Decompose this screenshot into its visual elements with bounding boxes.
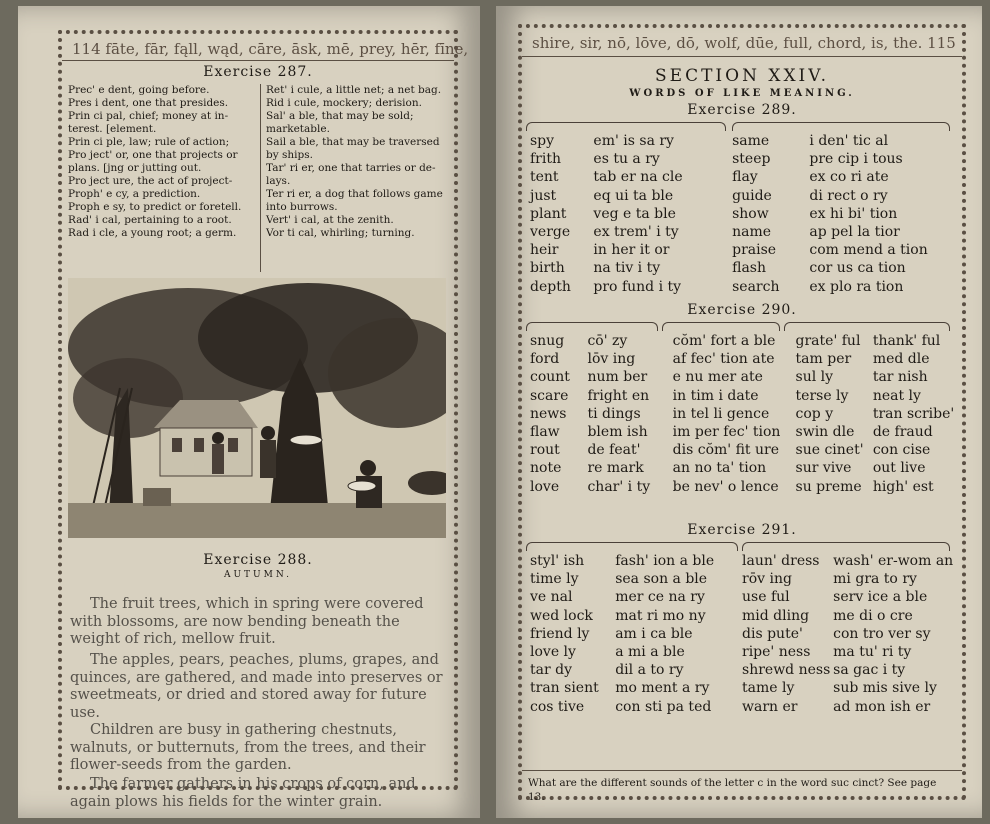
exercise-291-grid bbox=[530, 552, 958, 716]
word-cell: na tiv i ty bbox=[593, 260, 661, 277]
word-cell: tame ly bbox=[742, 680, 795, 697]
gloss-entry: Proph' e cy, a prediction. bbox=[68, 188, 201, 200]
word-cell: love bbox=[530, 478, 560, 495]
word-cell: ap pel la tior bbox=[809, 224, 900, 241]
word-row bbox=[530, 132, 958, 150]
word-cell: tran scribe' bbox=[872, 405, 955, 422]
word-row bbox=[530, 698, 958, 716]
gloss-entry: Rid i cule, mockery; derision. bbox=[266, 97, 422, 109]
header-rule bbox=[62, 60, 454, 61]
word-cell: cos tive bbox=[530, 698, 585, 715]
autumn-illustration bbox=[68, 278, 446, 538]
word-row bbox=[530, 423, 958, 441]
word-cell: dil a to ry bbox=[615, 662, 684, 679]
gloss-entry: terest. [element. bbox=[68, 123, 157, 135]
word-cell: fash' ion a ble bbox=[615, 553, 715, 569]
word-cell: sea son a ble bbox=[615, 571, 708, 588]
word-cell: tran sient bbox=[530, 680, 599, 697]
exercise-289-grid bbox=[530, 132, 958, 296]
exercise-290-title: Exercise 290. bbox=[687, 302, 797, 318]
word-cell: cor us ca tion bbox=[809, 260, 906, 277]
word-cell: be nev' o lence bbox=[672, 478, 779, 495]
word-row bbox=[530, 643, 958, 661]
word-cell: dis pute' bbox=[742, 625, 803, 642]
word-row bbox=[530, 350, 958, 368]
word-cell: an no ta' tion bbox=[672, 460, 767, 477]
gloss-entry: by ships. bbox=[266, 149, 313, 161]
word-cell: swin dle bbox=[795, 424, 855, 441]
word-cell: mo ment a ry bbox=[615, 680, 710, 697]
autumn-paragraph: Children are busy in gathering chestnuts, walnuts, or butternuts, from the trees, and their flower-seeds from the garden. bbox=[70, 722, 426, 773]
brace bbox=[526, 322, 658, 331]
exercise-289-title: Exercise 289. bbox=[687, 102, 797, 118]
word-row bbox=[530, 552, 958, 570]
word-row bbox=[530, 368, 958, 386]
word-row bbox=[530, 441, 958, 459]
word-cell: count bbox=[530, 369, 570, 386]
word-cell: pro fund i ty bbox=[593, 278, 682, 295]
word-cell: shrewd ness bbox=[742, 662, 831, 679]
right-page-header: shire, sir, nō, lōve, dō, wolf, dūe, full, chord, is, the. 115 bbox=[532, 34, 956, 52]
word-cell: com mend a tion bbox=[809, 242, 928, 259]
word-cell: tent bbox=[530, 169, 559, 186]
word-row bbox=[530, 241, 958, 259]
exercise-288-subtitle: AUTUMN. bbox=[223, 570, 293, 580]
word-cell: show bbox=[732, 205, 769, 222]
brace bbox=[732, 122, 950, 131]
word-row bbox=[530, 625, 958, 643]
word-cell: tab er na cle bbox=[593, 169, 683, 186]
exercise-291-title: Exercise 291. bbox=[687, 522, 797, 538]
word-cell: ex plo ra tion bbox=[809, 278, 904, 295]
brace bbox=[526, 542, 738, 551]
word-cell: e nu mer ate bbox=[672, 369, 763, 386]
word-cell: just bbox=[530, 187, 557, 204]
word-cell: frith bbox=[530, 151, 561, 168]
word-cell: mi gra to ry bbox=[833, 571, 917, 588]
gloss-entry: Prin ci pal, chief; money at in- bbox=[68, 110, 229, 122]
footnote-rule bbox=[522, 770, 962, 771]
word-cell: terse ly bbox=[795, 387, 849, 404]
word-cell: af fec' tion ate bbox=[672, 351, 775, 368]
word-cell: med dle bbox=[872, 351, 930, 368]
exercise-288-title: Exercise 288. bbox=[203, 552, 313, 568]
gloss-entry: Prin ci ple, law; rule of action; bbox=[68, 136, 230, 148]
section-subtitle: WORDS OF LIKE MEANING. bbox=[629, 88, 855, 99]
header-rule-right bbox=[522, 56, 962, 57]
word-row bbox=[530, 570, 958, 588]
word-row bbox=[530, 278, 958, 296]
word-cell: verge bbox=[530, 224, 571, 241]
word-cell: con tro ver sy bbox=[833, 625, 931, 642]
word-cell: neat ly bbox=[872, 387, 921, 404]
word-cell: praise bbox=[732, 242, 777, 259]
word-cell: flash bbox=[732, 260, 766, 277]
word-cell: ve nal bbox=[530, 589, 573, 606]
word-cell: ex hi bi' tion bbox=[809, 205, 898, 222]
word-row bbox=[530, 150, 958, 168]
word-cell: grate' ful bbox=[795, 333, 861, 349]
gloss-divider bbox=[260, 84, 261, 272]
gloss-entry: Sail a ble, that may be traversed bbox=[266, 136, 440, 148]
word-cell: thank' ful bbox=[872, 333, 941, 349]
gloss-entry: Sal' a ble, that may be sold; bbox=[266, 110, 414, 122]
word-cell: same bbox=[732, 133, 770, 149]
brace bbox=[784, 322, 950, 331]
gloss-entry: plans. [jng or jutting out. bbox=[68, 162, 202, 174]
gloss-entry: Pres i dent, one that presides. bbox=[68, 97, 229, 109]
left-page-header: 114 fāte, fār, fąll, wąd, cāre, āsk, mē, prey, hēr, fīne, bbox=[72, 40, 469, 58]
word-cell: use ful bbox=[742, 589, 790, 606]
word-cell: con cise bbox=[872, 442, 931, 459]
word-cell: heir bbox=[530, 242, 559, 259]
right-page-frame bbox=[518, 24, 966, 803]
brace bbox=[662, 322, 780, 331]
gloss-entry: marketable. bbox=[266, 123, 330, 135]
gloss-entry: Ter ri er, a dog that follows game bbox=[266, 188, 443, 200]
gloss-entry: Rad' i cal, pertaining to a root. bbox=[68, 214, 232, 226]
word-cell: note bbox=[530, 460, 562, 477]
word-row bbox=[530, 223, 958, 241]
word-row bbox=[530, 205, 958, 223]
word-cell: num ber bbox=[587, 369, 648, 386]
word-cell: ford bbox=[530, 351, 560, 368]
word-cell: re mark bbox=[587, 460, 644, 477]
gloss-entry: Prec' e dent, going before. bbox=[68, 84, 210, 96]
word-cell: pre cip i tous bbox=[809, 151, 903, 168]
word-row bbox=[530, 588, 958, 606]
gloss-entry: into burrows. bbox=[266, 201, 338, 213]
word-cell: dis cŏm' fit ure bbox=[672, 442, 779, 459]
word-cell: ex co ri ate bbox=[809, 169, 889, 186]
word-cell: mid dling bbox=[742, 607, 810, 624]
word-cell: styl' ish bbox=[530, 553, 585, 569]
word-cell: veg e ta ble bbox=[593, 205, 676, 222]
gloss-entry: Ret' i cule, a little net; a net bag. bbox=[266, 84, 442, 96]
word-cell: rōv ing bbox=[742, 571, 792, 588]
word-cell: in her it or bbox=[593, 242, 670, 259]
word-cell: love ly bbox=[530, 644, 576, 661]
gloss-entry: Pro ject' or, one that projects or bbox=[68, 149, 238, 161]
autumn-paragraph: The farmer gathers in his crops of corn, and again plows his fields for the winter grain. bbox=[70, 776, 416, 810]
word-cell: tam per bbox=[795, 351, 852, 368]
word-row bbox=[530, 187, 958, 205]
word-row bbox=[530, 679, 958, 697]
word-cell: ma tu' ri ty bbox=[833, 644, 912, 661]
left-page-frame bbox=[58, 30, 469, 810]
word-cell: am i ca ble bbox=[615, 625, 693, 642]
word-row bbox=[530, 168, 958, 186]
word-cell: su preme bbox=[795, 478, 862, 495]
gloss-entry: Rad i cle, a young root; a germ. bbox=[68, 227, 237, 239]
word-cell: wed lock bbox=[530, 607, 593, 624]
word-cell: in tim i date bbox=[672, 387, 759, 404]
word-cell: lōv ing bbox=[587, 351, 636, 368]
word-cell: tar dy bbox=[530, 662, 572, 679]
word-cell: sub mis sive ly bbox=[833, 680, 937, 697]
word-cell: guide bbox=[732, 187, 772, 204]
word-cell: birth bbox=[530, 260, 565, 277]
word-cell: cŏm' fort a ble bbox=[672, 333, 776, 349]
word-cell: time ly bbox=[530, 571, 579, 588]
word-cell: sul ly bbox=[795, 369, 834, 386]
word-cell: con sti pa ted bbox=[615, 698, 712, 715]
gloss-entry: Pro ject ure, the act of project- bbox=[68, 175, 233, 187]
word-cell: ad mon ish er bbox=[833, 698, 931, 715]
word-row bbox=[530, 478, 958, 496]
word-cell: warn er bbox=[742, 698, 798, 715]
word-cell: flay bbox=[732, 169, 758, 186]
word-cell: es tu a ry bbox=[593, 151, 660, 168]
word-row bbox=[530, 259, 958, 277]
word-cell: ex trem' i ty bbox=[593, 224, 679, 241]
word-cell: em' is sa ry bbox=[593, 133, 674, 149]
word-cell: serv ice a ble bbox=[833, 589, 928, 606]
word-cell: ripe' ness bbox=[742, 644, 811, 661]
word-cell: char' i ty bbox=[587, 478, 651, 495]
word-cell: i den' tic al bbox=[809, 133, 889, 149]
word-cell: di rect o ry bbox=[809, 187, 888, 204]
word-cell: in tel li gence bbox=[672, 405, 770, 422]
gloss-column-right bbox=[266, 84, 448, 240]
word-cell: blem ish bbox=[587, 424, 648, 441]
word-cell: steep bbox=[732, 151, 771, 168]
word-cell: ti dings bbox=[587, 405, 641, 422]
word-cell: flaw bbox=[530, 424, 560, 441]
brace bbox=[742, 542, 950, 551]
word-cell: news bbox=[530, 405, 567, 422]
word-row bbox=[530, 459, 958, 477]
word-cell: search bbox=[732, 278, 780, 295]
autumn-paragraph: The fruit trees, which in spring were covered with blossoms, are now bending beneath the weight of rich, mellow fruit. bbox=[70, 596, 424, 647]
word-row bbox=[530, 387, 958, 405]
word-cell: wash' er-wom an bbox=[833, 553, 954, 569]
word-cell: rout bbox=[530, 442, 560, 459]
gloss-entry: Vor ti cal, whirling; turning. bbox=[266, 227, 415, 239]
word-cell: a mi a ble bbox=[615, 644, 685, 661]
word-cell: me di o cre bbox=[833, 607, 913, 624]
left-page bbox=[18, 6, 480, 818]
word-cell: eq ui ta ble bbox=[593, 187, 674, 204]
gloss-entry: Proph e sy, to predict or foretell. bbox=[68, 201, 242, 213]
word-cell: mat ri mo ny bbox=[615, 607, 706, 624]
word-cell: tar nish bbox=[872, 369, 928, 386]
word-cell: friend ly bbox=[530, 625, 590, 642]
word-cell: plant bbox=[530, 205, 567, 222]
exercise-287-title: Exercise 287. bbox=[203, 64, 313, 80]
word-cell: name bbox=[732, 224, 772, 241]
gloss-column-left bbox=[68, 84, 256, 240]
footnote: What are the different sounds of the letter c in the word suc cinct? See page 13. bbox=[528, 777, 937, 803]
word-cell: spy bbox=[530, 133, 555, 149]
gloss-entry: Tar' ri er, one that tarries or de- bbox=[266, 162, 436, 174]
word-cell: de feat' bbox=[587, 442, 641, 459]
word-row bbox=[530, 607, 958, 625]
word-row bbox=[530, 661, 958, 679]
exercise-290-grid bbox=[530, 332, 958, 496]
word-cell: scare bbox=[530, 387, 569, 404]
word-cell: snug bbox=[530, 333, 565, 349]
word-cell: sa gac i ty bbox=[833, 662, 906, 679]
word-cell: cō' zy bbox=[587, 333, 628, 349]
word-cell: out live bbox=[872, 460, 926, 477]
word-cell: im per fec' tion bbox=[672, 424, 781, 441]
word-cell: cop y bbox=[795, 405, 834, 422]
word-cell: depth bbox=[530, 278, 571, 295]
word-cell: high' est bbox=[872, 478, 934, 495]
word-cell: fright en bbox=[587, 387, 650, 404]
word-cell: mer ce na ry bbox=[615, 589, 705, 606]
autumn-paragraph: The apples, pears, peaches, plums, grapes, and quinces, are gathered, and made into preserves or sweetmeats, or dried and stored away for future use. bbox=[70, 652, 443, 721]
section-title: SECTION XXIV. bbox=[655, 66, 829, 86]
gloss-entry: Vert' i cal, at the zenith. bbox=[266, 214, 394, 226]
word-cell: laun' dress bbox=[742, 553, 820, 569]
word-row bbox=[530, 405, 958, 423]
exercise-288-heading bbox=[62, 552, 454, 580]
word-cell: sur vive bbox=[795, 460, 852, 477]
word-cell: de fraud bbox=[872, 424, 933, 441]
gloss-entry: lays. bbox=[266, 175, 291, 187]
brace bbox=[526, 122, 726, 131]
right-page bbox=[496, 6, 982, 818]
word-row bbox=[530, 332, 958, 350]
word-cell: sue cinet' bbox=[795, 442, 864, 459]
